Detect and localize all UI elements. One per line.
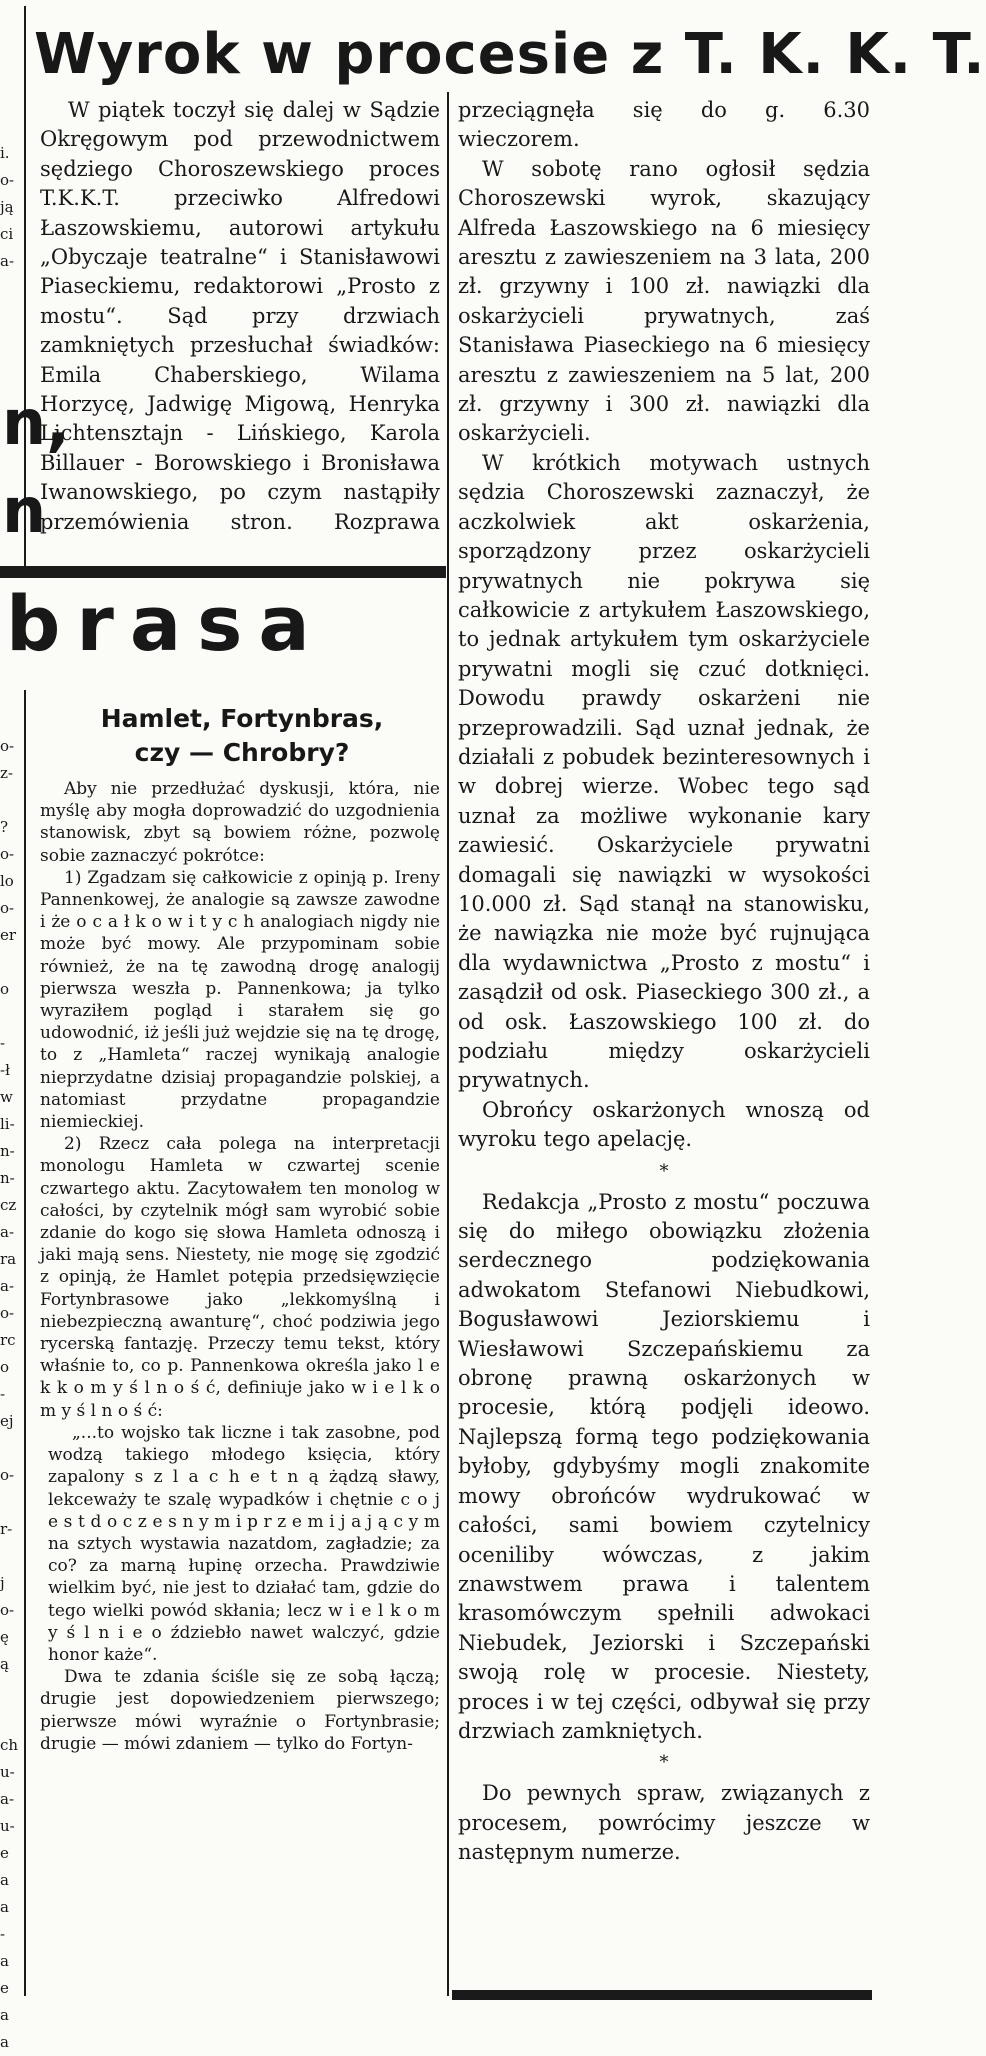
article-title-line1: Hamlet, Fortynbras, (100, 704, 384, 733)
letter-paragraph: 1) Zgadzam się całkowicie z opinją p. Ireny Pannenkowej, że analogie są zawsze zawodne i że o c a ł k o w i t y c h analogiach nigdy nie może być mowy. Ale przypominam sobie również, że na tę zawodną drogę analogij pierwsza weszła p. Pannenkowa; ja tylko wyraziłem pogląd i starałem się go udowodnić, iż jeśli już wejdzie się na tę drogę, to z „Hamleta“ raczej wynikają analogie nieprzydatne dzisiaj propagandzie polskiej, a natomiast przydatne propagandzie niemieckiej. (40, 867, 440, 1133)
article-title (44, 702, 440, 770)
separator-asterisk: * (659, 1752, 669, 1774)
headline: Wyrok w procesie z T. K. K. T. (34, 22, 986, 87)
letter-column (40, 778, 440, 1755)
letter-paragraph: Dwa te zdania ściśle się ze sobą łączą; drugie jest dopowiedzeniem pierwszego; pierwsze mówi wyraźnie o Fortynbrasie; drugie — mówi zdaniem — tylko do Fortyn- (40, 1667, 440, 1754)
fragment-headline: brasa (6, 579, 326, 668)
separator-asterisk: * (659, 1160, 669, 1182)
left-edge-fragment-large: n, (2, 386, 70, 459)
article-paragraph-continued: przeciągnęła się do g. 6.30 wieczorem. (458, 98, 870, 152)
bottom-rule (452, 1990, 872, 2000)
article-paragraph: W sobotę rano ogłosił sędzia Choroszewski wyrok, skazujący Alfreda Łaszowskiego na 6 miesięcy aresztu z zawieszeniem na 3 lata, 200 zł. grzywny i 100 zł. nawiązki dla oskarżycieli prywatnych, zaś Stanisława Piaseckiego na 6 miesięcy aresztu z zawieszeniem na 5 lat, 200 zł. grzywny i 300 zł. nawiązki dla oskarżycieli. (458, 156, 870, 446)
left-edge-fragments-lower: o- z- ? o- lo o- er o - -ł w li- n- n- cz a- ra a- o- rc o - ej o- r- j o- ę ą ch u- a- u- e a a - a e a a (0, 737, 19, 2051)
hamlet-quote: „...to wojsko tak liczne i tak zasobne, pod wodzą takiego młodego księcia, który zapalony s z l a c h e t n ą żądzą sławy, lekceważy te szalę wypadków i chętnie c o j e s t d o c z e s n y m i p r z e m i j a j ą c y m na sztych wystawia nazatdom, zagładzie; za co? za marną łupinę orzecha. Prawdziwie wielkim być, nie jest to działać tam, gdzie do tego wielki powód skłania; lecz w i e l k o m y ś l n i e o ździebło nawet walczyć, gdzie honor każe“. (48, 1422, 440, 1665)
left-edge-fragment-large: n (2, 474, 47, 547)
closing-paragraph: Do pewnych spraw, związanych z procesem, powrócimy jeszcze w następnym numerze. (458, 1781, 870, 1865)
article-column-left (40, 96, 440, 537)
article-break-rule (0, 566, 446, 578)
thanks-paragraph: Redakcja „Prosto z mostu“ poczuwa się do miłego obowiązku złożenia serdecznego podziękowania adwokatom Stefanowi Niebudkowi, Bogusławowi Jeziorskiemu i Wiesławowi Szczepańskiemu za obronę prawną oskarżonych w procesie, którą podjęli ideowo. Najlepszą formą tego podziękowania byłoby, gdybyśmy mogli znakomite mowy obrońców wydrukować w całości, sami bowiem czytelnicy oceniliby wówczas, z jakim znawstwem prawa i talentem krasomówczym spełnili adwokaci Niebudek, Jeziorski i Szczepański swoją rolę w procesie. Niestety, proces i w tej części, odbywał się przy drzwiach zamkniętych. (458, 1189, 870, 1743)
article-paragraph: W piątek toczył się dalej w Sądzie Okręgowym pod przewodnictwem sędziego Choroszewskiego proces T.K.K.T. przeciwko Alfredowi Łaszowskiemu, autorowi artykułu „Obyczaje teatralne“ i Stanisławowi Piaseckiemu, redaktorowi „Prosto z mostu“. Sąd przy drzwiach zamkniętych przesłuchał świadków: Emila Chaberskiego, Wilama Horzycę, Jadwigę Migową, Henryka Lichtensztajn - Lińskiego, Karola Billauer - Borowskiego i Bronisława Iwanowskiego, po czym nastąpiły przemówienia stron. Rozprawa (40, 98, 440, 534)
article-paragraph: Obrońcy oskarżonych wnoszą od wyroku tego apelację. (458, 1097, 870, 1152)
letter-paragraph: Aby nie przedłużać dyskusji, która, nie myślę aby mogła doprowadzić do uzgodnienia stanowisk, zbyt są bowiem różne, pozwolę sobie zaznaczyć pokrótce: (40, 779, 440, 866)
left-edge-fragments-top: i. o- ją ci a- (0, 144, 15, 270)
article-title-line2: czy — Chrobry? (134, 738, 350, 767)
article-column-right (458, 96, 870, 1868)
letter-paragraph: 2) Rzecz cała polega na interpretacji monologu Hamleta w czwartej scenie czwartego aktu. Zacytowałem ten monolog w całości, by czytelnik mógł sam wyrobić sobie zdanie do kogo się słowa Hamleta odnoszą i jaki mają sens. Niestety, nie mogę się zgodzić z opinją, że Hamlet potępia przedsięwzięcie Fortynbrasowe jako „lekkomyślną i niebezpieczną awanturę“, choć podziwia jego rycerską fantazję. Przeczy temu tekst, który właśnie to, co p. Pannenkowa określa jako l e k k o m y ś l n o ś ć, definiuje jako w i e l k o m y ś l n o ś ć: (40, 1134, 440, 1421)
article-paragraph: W krótkich motywach ustnych sędzia Choroszewski zaznaczył, że aczkolwiek akt oskarżenia, sporządzony przez oskarżycieli prywatnych nie pokrywa się całkowicie z artykułem Łaszowskiego, to jednak artykułem tym oskarżyciele prywatni mogli się czuć dotknięci. Dowodu prawdy oskarżeni nie przeprowadzili. Sąd uznał jednak, że działali z pobudek bezinteresownych i w dobrej wierze. Wobec tego sąd uznał za możliwe wykonanie kary zawiesić. Oskarżyciele prywatni domagali się nawiązki w wysokości 10.000 zł. Sąd stanął na stanowisku, że nawiązka nie może być rujnująca dla wydawnictwa „Prosto z mostu“ i zasądził od osk. Piaseckiego 300 zł., a od osk. Łaszowskiego 100 zł. do podziału między oskarżycieli prywatnych. (458, 450, 870, 1093)
column-divider (447, 92, 449, 1996)
left-column-rule-lower (24, 690, 26, 1996)
